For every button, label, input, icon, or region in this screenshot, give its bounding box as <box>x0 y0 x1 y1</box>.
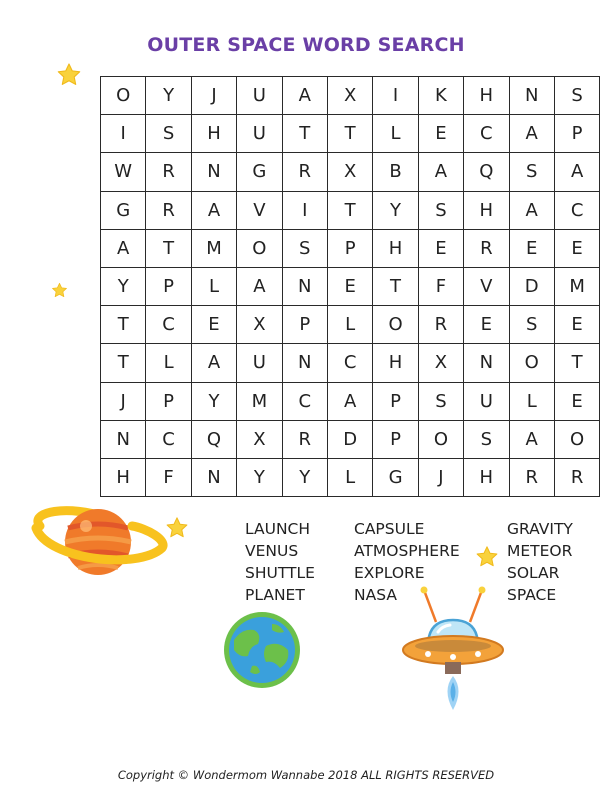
grid-row <box>101 420 600 458</box>
grid-cell: E <box>418 115 463 153</box>
grid-cell: G <box>101 191 146 229</box>
grid-cell: X <box>237 306 282 344</box>
word-list-item: SOLAR <box>507 564 560 582</box>
grid-cell: U <box>237 115 282 153</box>
grid-cell: M <box>237 382 282 420</box>
grid-cell: C <box>327 344 372 382</box>
grid-cell: C <box>464 115 509 153</box>
grid-cell: J <box>418 458 463 496</box>
word-search-grid <box>100 76 600 497</box>
grid-cell: Q <box>464 153 509 191</box>
grid-cell: I <box>282 191 327 229</box>
word-list-item: GRAVITY <box>507 520 573 538</box>
grid-cell: T <box>282 115 327 153</box>
grid-cell: S <box>509 306 554 344</box>
grid-cell: Y <box>101 267 146 305</box>
grid-cell: D <box>509 267 554 305</box>
grid-cell: E <box>554 229 599 267</box>
grid-cell: P <box>327 229 372 267</box>
grid-cell: P <box>146 267 191 305</box>
grid-cell: O <box>373 306 418 344</box>
word-list-column-1 <box>245 518 315 606</box>
grid-cell: V <box>464 267 509 305</box>
word-list-item: PLANET <box>245 586 305 604</box>
grid-cell: P <box>373 420 418 458</box>
word-list-item: SHUTTLE <box>245 564 315 582</box>
grid-cell: R <box>418 306 463 344</box>
grid-cell: S <box>418 191 463 229</box>
grid-cell: A <box>191 344 236 382</box>
grid-cell: G <box>237 153 282 191</box>
grid-cell: Y <box>146 77 191 115</box>
grid-cell: A <box>237 267 282 305</box>
word-list-item: CAPSULE <box>354 520 425 538</box>
grid-cell: U <box>237 344 282 382</box>
grid-cell: H <box>464 77 509 115</box>
grid-cell: F <box>146 458 191 496</box>
star-icon <box>51 282 68 299</box>
grid-cell: U <box>464 382 509 420</box>
grid-cell: P <box>373 382 418 420</box>
grid-cell: K <box>418 77 463 115</box>
grid-cell: H <box>464 458 509 496</box>
grid-cell: A <box>191 191 236 229</box>
grid-cell: R <box>282 420 327 458</box>
grid-cell: S <box>509 153 554 191</box>
grid-cell: C <box>146 420 191 458</box>
grid-cell: N <box>282 344 327 382</box>
grid-cell: D <box>327 420 372 458</box>
grid-cell: P <box>554 115 599 153</box>
grid-cell: H <box>191 115 236 153</box>
grid-row <box>101 229 600 267</box>
grid-cell: X <box>327 77 372 115</box>
grid-cell: L <box>327 458 372 496</box>
grid-cell: I <box>101 115 146 153</box>
grid-cell: A <box>101 229 146 267</box>
grid-cell: N <box>191 458 236 496</box>
grid-cell: E <box>554 382 599 420</box>
grid-cell: R <box>554 458 599 496</box>
star-icon <box>475 545 499 569</box>
grid-cell: L <box>146 344 191 382</box>
earth-icon <box>222 610 302 690</box>
grid-cell: R <box>464 229 509 267</box>
grid-cell: C <box>146 306 191 344</box>
grid-cell: T <box>373 267 418 305</box>
grid-cell: F <box>418 267 463 305</box>
grid-cell: E <box>327 267 372 305</box>
grid-cell: L <box>327 306 372 344</box>
grid-cell: A <box>509 420 554 458</box>
grid-cell: M <box>191 229 236 267</box>
grid-cell: L <box>373 115 418 153</box>
grid-cell: N <box>101 420 146 458</box>
word-list-item: VENUS <box>245 542 299 560</box>
grid-row <box>101 382 600 420</box>
word-list-item: LAUNCH <box>245 520 311 538</box>
word-list-item: NASA <box>354 586 397 604</box>
grid-cell: A <box>554 153 599 191</box>
grid-row <box>101 115 600 153</box>
grid-row <box>101 77 600 115</box>
grid-cell: T <box>327 191 372 229</box>
grid-cell: E <box>418 229 463 267</box>
word-list-item: EXPLORE <box>354 564 425 582</box>
grid-cell: G <box>373 458 418 496</box>
grid-cell: S <box>554 77 599 115</box>
copyright-text: Copyright © Wondermom Wannabe 2018 ALL RIGHTS RESERVED <box>117 768 495 782</box>
grid-row <box>101 191 600 229</box>
grid-cell: E <box>191 306 236 344</box>
grid-cell: X <box>327 153 372 191</box>
grid-cell: H <box>464 191 509 229</box>
grid-cell: P <box>146 382 191 420</box>
ufo-icon <box>398 586 508 714</box>
grid-cell: S <box>146 115 191 153</box>
grid-row <box>101 458 600 496</box>
grid-cell: R <box>146 153 191 191</box>
grid-cell: V <box>237 191 282 229</box>
star-icon <box>56 62 82 88</box>
grid-cell: Y <box>237 458 282 496</box>
grid-cell: T <box>554 344 599 382</box>
grid-cell: R <box>509 458 554 496</box>
grid-cell: E <box>554 306 599 344</box>
grid-cell: X <box>237 420 282 458</box>
grid-cell: S <box>464 420 509 458</box>
saturn-planet-icon <box>28 498 168 582</box>
grid-cell: T <box>101 306 146 344</box>
grid-cell: N <box>464 344 509 382</box>
grid-cell: E <box>464 306 509 344</box>
grid-cell: O <box>554 420 599 458</box>
grid-cell: O <box>101 77 146 115</box>
grid-cell: J <box>191 77 236 115</box>
grid-cell: J <box>101 382 146 420</box>
grid-cell: W <box>101 153 146 191</box>
grid-row <box>101 153 600 191</box>
grid-cell: Y <box>191 382 236 420</box>
grid-cell: X <box>418 344 463 382</box>
grid-cell: E <box>509 229 554 267</box>
grid-cell: T <box>101 344 146 382</box>
star-icon <box>165 516 189 540</box>
grid-cell: N <box>282 267 327 305</box>
grid-cell: L <box>191 267 236 305</box>
page-title: OUTER SPACE WORD SEARCH <box>147 34 465 56</box>
grid-cell: R <box>146 191 191 229</box>
word-list-item: ATMOSPHERE <box>354 542 460 560</box>
grid-row <box>101 267 600 305</box>
grid-cell: C <box>282 382 327 420</box>
grid-cell: Y <box>373 191 418 229</box>
grid-cell: T <box>146 229 191 267</box>
grid-row <box>101 344 600 382</box>
grid-cell: C <box>554 191 599 229</box>
grid-cell: O <box>237 229 282 267</box>
grid-cell: I <box>373 77 418 115</box>
grid-cell: A <box>509 191 554 229</box>
grid-cell: H <box>373 344 418 382</box>
word-list-item: SPACE <box>507 586 557 604</box>
grid-cell: N <box>509 77 554 115</box>
grid-cell: L <box>509 382 554 420</box>
grid-cell: Y <box>282 458 327 496</box>
grid-cell: A <box>282 77 327 115</box>
grid-cell: O <box>509 344 554 382</box>
grid-cell: P <box>282 306 327 344</box>
grid-cell: S <box>418 382 463 420</box>
grid-cell: A <box>509 115 554 153</box>
grid-cell: Q <box>191 420 236 458</box>
grid-cell: S <box>282 229 327 267</box>
grid-cell: M <box>554 267 599 305</box>
grid-cell: A <box>418 153 463 191</box>
grid-cell: H <box>373 229 418 267</box>
grid-cell: B <box>373 153 418 191</box>
grid-cell: U <box>237 77 282 115</box>
grid-row <box>101 306 600 344</box>
grid-cell: O <box>418 420 463 458</box>
grid-cell: H <box>101 458 146 496</box>
grid-cell: N <box>191 153 236 191</box>
word-list-column-3 <box>507 518 573 606</box>
grid-cell: A <box>327 382 372 420</box>
word-list-item: METEOR <box>507 542 573 560</box>
grid-cell: T <box>327 115 372 153</box>
grid-cell: R <box>282 153 327 191</box>
